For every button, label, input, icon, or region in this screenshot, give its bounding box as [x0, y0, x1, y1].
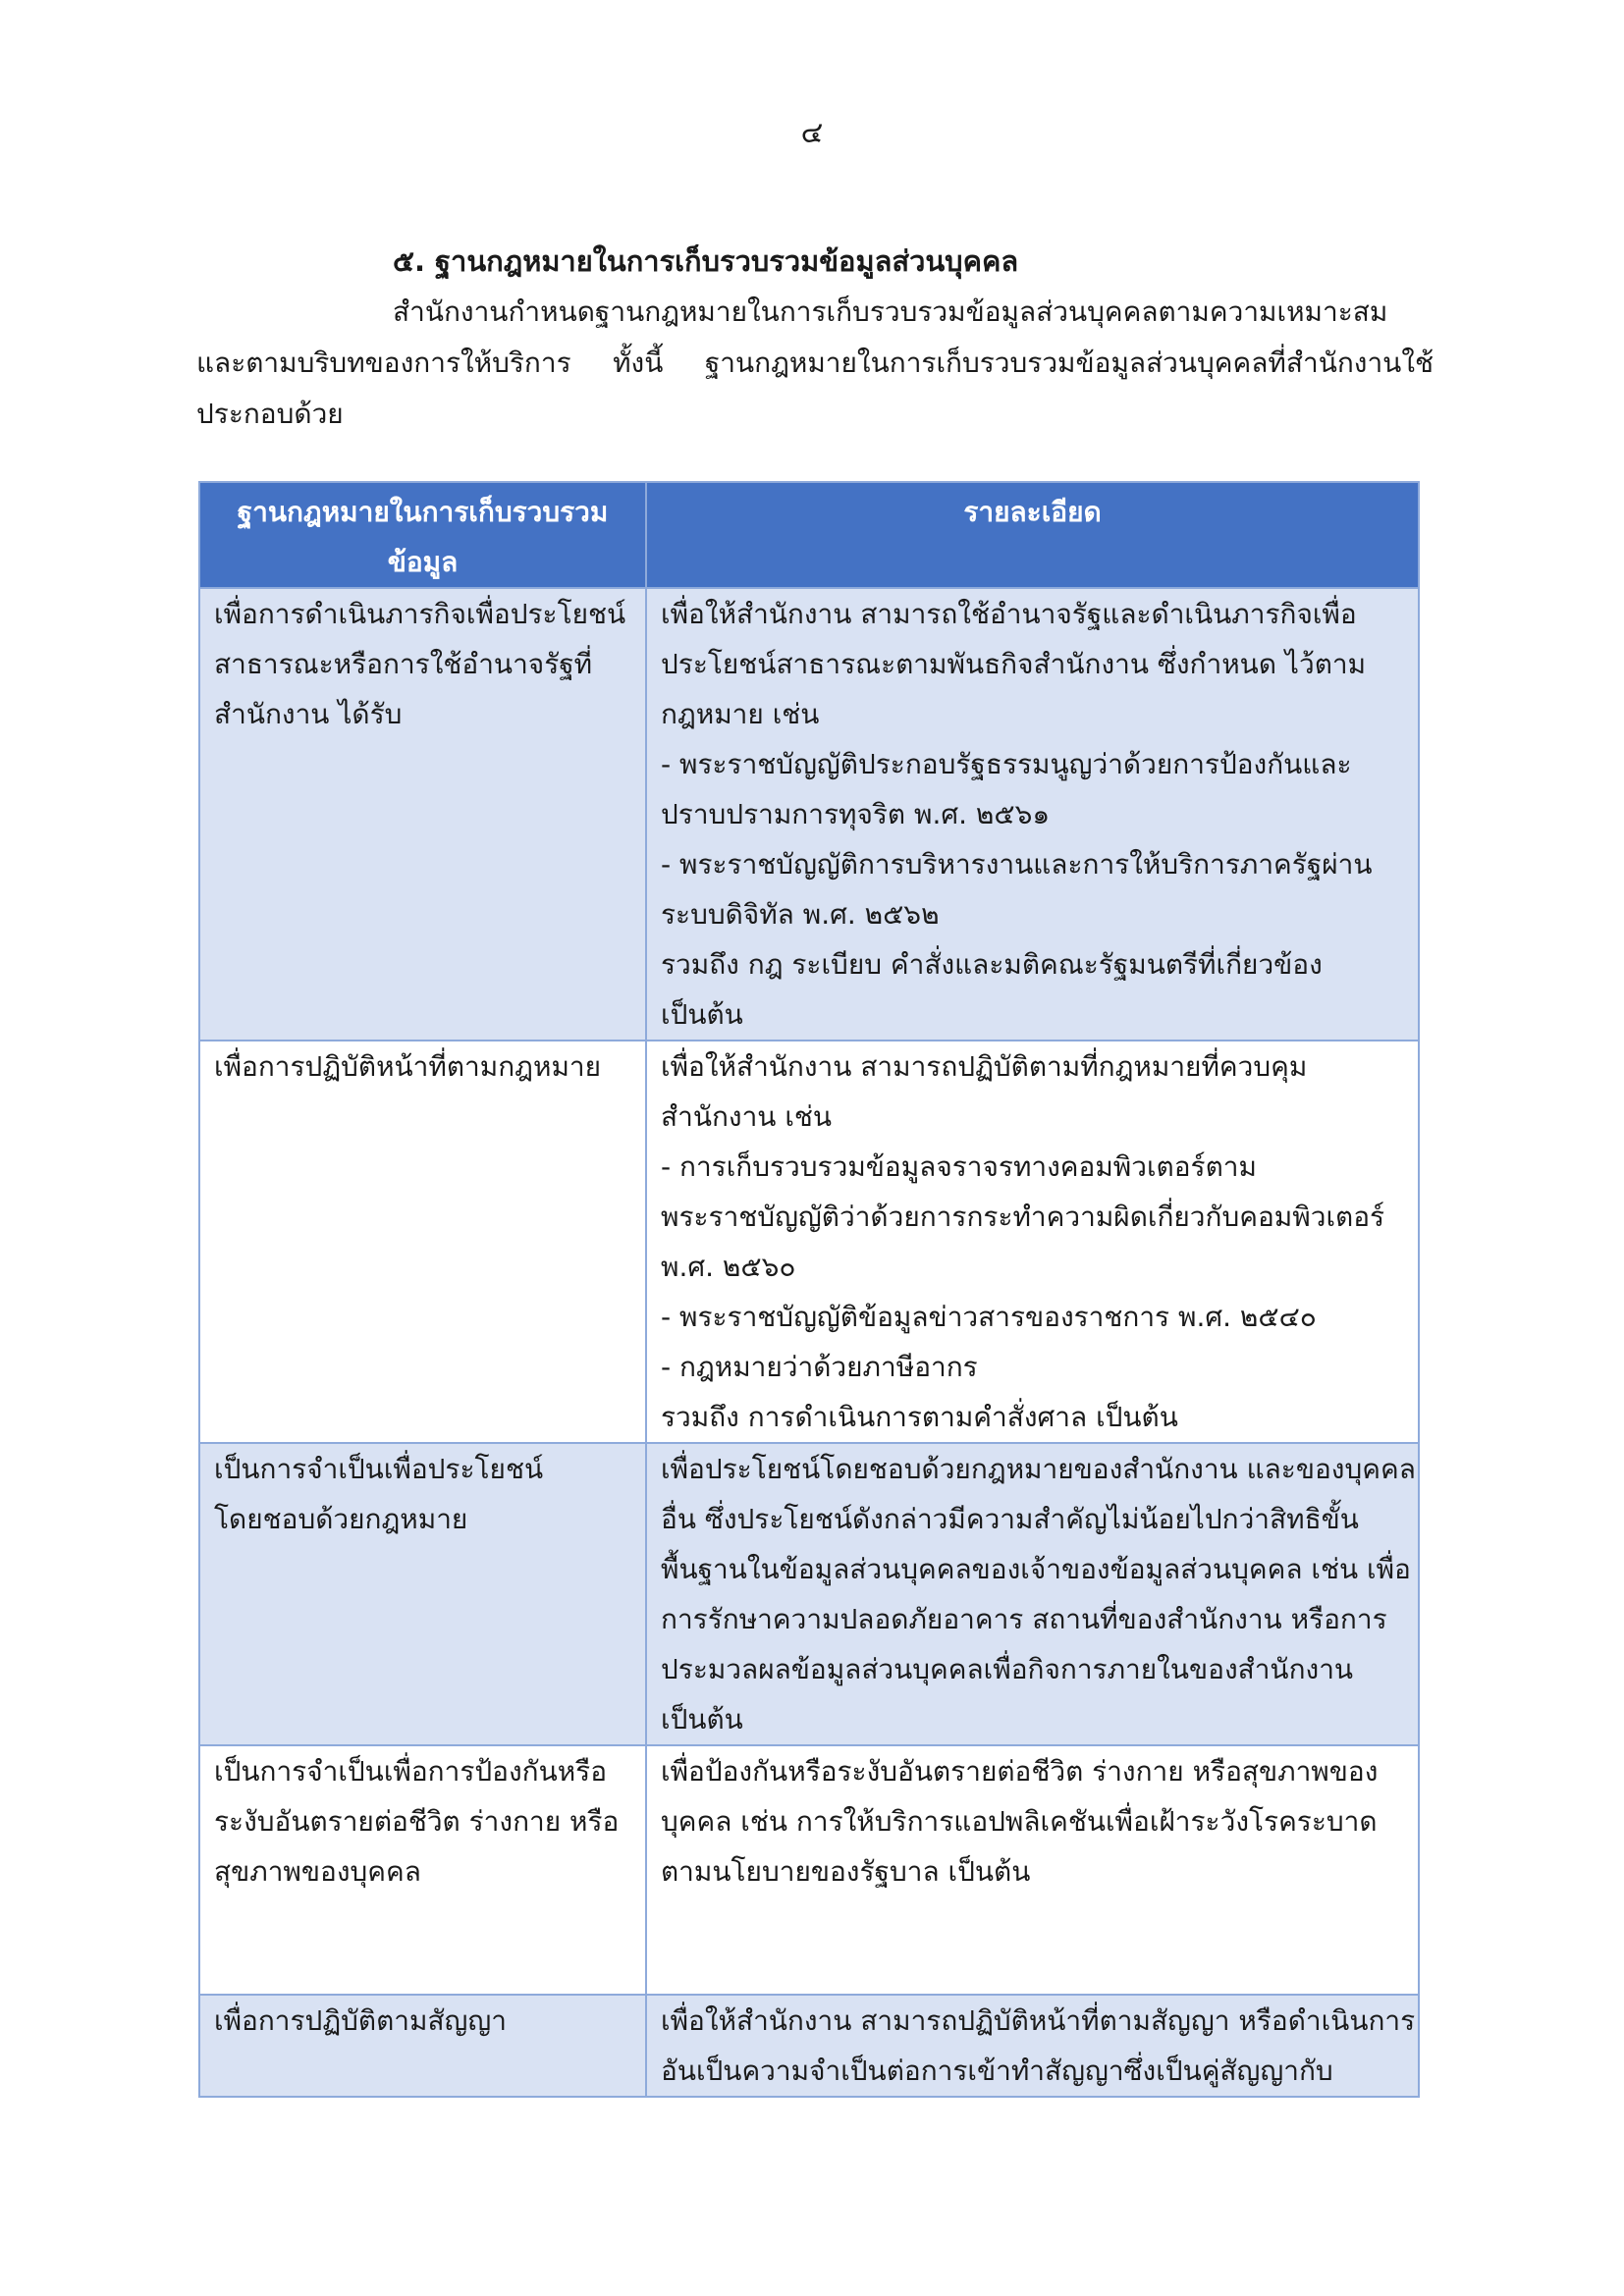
cell-line: - กฎหมายว่าด้วยภาษีอากร	[661, 1351, 978, 1383]
cell-line: - พระราชบัญญัติข้อมูลข่าวสารของราชการ พ.ศ. ๒๕๔๐	[661, 1301, 1317, 1333]
header-legal-basis: ฐานกฎหมายในการเก็บรวบรวมข้อมูล	[199, 482, 646, 588]
cell-line: - พระราชบัญญัติประกอบรัฐธรรมนูญว่าด้วยการป้องกันและ	[661, 748, 1352, 780]
section-body: สำนักงานกำหนดฐานกฎหมายในการเก็บรวบรวมข้อมูลส่วนบุคคลตามความเหมาะสมและตามบริบทของการให้บริการ ทั้งนี้ ฐานกฎหมายในการเก็บรวบรวมข้อมูลส่วนบุคคลที่สำนักงานใช้ประกอบด้วย	[196, 295, 1434, 430]
table-row	[199, 1745, 1419, 1995]
cell-line: การรักษาความปลอดภัยอาคาร สถานที่ของสำนักงาน หรือการ	[661, 1603, 1387, 1635]
cell-line: เพื่อป้องกันหรือระงับอันตรายต่อชีวิต ร่างกาย หรือสุขภาพของ	[661, 1755, 1379, 1788]
basis-cell	[199, 1443, 646, 1745]
detail-cell	[646, 1995, 1419, 2097]
cell-line: ตามนโยบายของรัฐบาล เป็นต้น	[661, 1855, 1031, 1888]
cell-line: เพื่อให้สำนักงาน สามารถปฏิบัติตามที่กฎหมายที่ควบคุม	[661, 1050, 1308, 1083]
cell-line: สาธารณะหรือการใช้อำนาจรัฐที่	[214, 648, 593, 680]
basis-cell	[199, 1995, 646, 2097]
table-row	[199, 1995, 1419, 2097]
cell-line: อื่น ซึ่งประโยชน์ดังกล่าวมีความสำคัญไม่น้อยไปกว่าสิทธิขั้น	[661, 1503, 1359, 1535]
cell-line: เพื่อให้สำนักงาน สามารถปฏิบัติหน้าที่ตามสัญญา หรือดำเนินการ	[661, 2004, 1416, 2037]
basis-cell	[199, 1041, 646, 1443]
cell-line: ประโยชน์สาธารณะตามพันธกิจสำนักงาน ซึ่งกำหนด ไว้ตาม	[661, 648, 1367, 680]
basis-cell	[199, 1745, 646, 1995]
cell-line: เพื่อการดำเนินภารกิจเพื่อประโยชน์	[214, 598, 626, 630]
cell-line: รวมถึง การดำเนินการตามคำสั่งศาล เป็นต้น	[661, 1401, 1178, 1433]
legal-basis-table	[198, 481, 1420, 2098]
cell-line: - การเก็บรวบรวมข้อมูลจราจรทางคอมพิวเตอร์ตาม	[661, 1150, 1257, 1183]
table-row	[199, 1443, 1419, 1745]
table-row	[199, 1041, 1419, 1443]
cell-line: อันเป็นความจำเป็นต่อการเข้าทำสัญญาซึ่งเป็นคู่สัญญากับ	[661, 2055, 1333, 2087]
cell-line: เพื่อประโยชน์โดยชอบด้วยกฎหมายของสำนักงาน และของบุคคล	[661, 1453, 1416, 1485]
detail-cell	[646, 1041, 1419, 1443]
cell-line: โดยชอบด้วยกฎหมาย	[214, 1503, 468, 1535]
cell-line: รวมถึง กฎ ระเบียบ คำสั่งและมติคณะรัฐมนตรีที่เกี่ยวข้อง	[661, 948, 1323, 981]
cell-line: สำนักงาน ได้รับ	[214, 698, 403, 730]
cell-line: ระงับอันตรายต่อชีวิต ร่างกาย หรือ	[214, 1805, 620, 1838]
cell-line: เพื่อการปฏิบัติตามสัญญา	[214, 2004, 507, 2037]
cell-line: เป็นต้น	[661, 998, 743, 1031]
cell-line: เพื่อการปฏิบัติหน้าที่ตามกฎหมาย	[214, 1050, 602, 1083]
detail-cell	[646, 588, 1419, 1041]
detail-cell	[646, 1443, 1419, 1745]
cell-line: ประมวลผลข้อมูลส่วนบุคคลเพื่อกิจการภายในของสำนักงาน	[661, 1653, 1354, 1685]
detail-cell	[646, 1745, 1419, 1995]
cell-line: เป็นการจำเป็นเพื่อประโยชน์	[214, 1453, 544, 1485]
cell-line: พระราชบัญญัติว่าด้วยการกระทำความผิดเกี่ยวกับคอมพิวเตอร์	[661, 1201, 1385, 1233]
cell-line: เป็นการจำเป็นเพื่อการป้องกันหรือ	[214, 1755, 608, 1788]
basis-cell	[199, 588, 646, 1041]
cell-line: ระบบดิจิทัล พ.ศ. ๒๕๖๒	[661, 898, 940, 931]
cell-line: สุขภาพของบุคคล	[214, 1855, 421, 1888]
table-header-row	[199, 482, 1419, 588]
cell-line: ปราบปรามการทุจริต พ.ศ. ๒๕๖๑	[661, 798, 1051, 830]
legal-basis-section	[196, 236, 1434, 440]
cell-line: พื้นฐานในข้อมูลส่วนบุคคลของเจ้าของข้อมูลส่วนบุคคล เช่น เพื่อ	[661, 1553, 1411, 1585]
cell-line: เพื่อให้สำนักงาน สามารถใช้อำนาจรัฐและดำเนินภารกิจเพื่อ	[661, 598, 1357, 630]
page-number: ๔	[800, 116, 824, 150]
cell-line: กฎหมาย เช่น	[661, 698, 820, 730]
header-details: รายละเอียด	[646, 482, 1419, 588]
table-row	[199, 588, 1419, 1041]
cell-line: พ.ศ. ๒๕๖๐	[661, 1251, 796, 1283]
cell-line: - พระราชบัญญัติการบริหารงานและการให้บริการภาครัฐผ่าน	[661, 848, 1373, 881]
cell-line: บุคคล เช่น การให้บริการแอปพลิเคชันเพื่อเฝ้าระวังโรคระบาด	[661, 1805, 1378, 1838]
section-heading: ๕. ฐานกฎหมายในการเก็บรวบรวมข้อมูลส่วนบุคคล	[393, 244, 1019, 278]
cell-line: เป็นต้น	[661, 1703, 743, 1735]
cell-line: สำนักงาน เช่น	[661, 1100, 833, 1133]
